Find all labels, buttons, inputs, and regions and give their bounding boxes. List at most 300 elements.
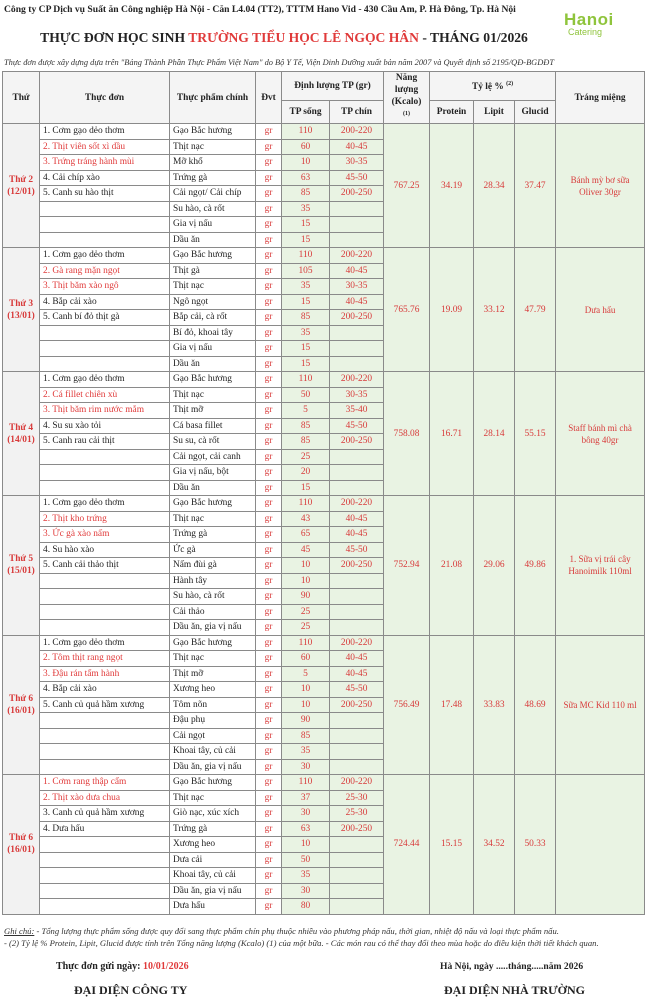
- dish-name: [40, 713, 170, 729]
- lipid-value: 29.06: [474, 496, 515, 636]
- food-item: Thịt mỡ: [170, 403, 256, 419]
- lipid-value: 34.52: [474, 775, 515, 915]
- raw-amount: 80: [282, 899, 330, 915]
- raw-amount: 15: [282, 217, 330, 233]
- cooked-amount: [330, 759, 384, 775]
- unit-cell: gr: [256, 248, 282, 264]
- food-item: Nấm đùi gà: [170, 558, 256, 574]
- notes: [4, 925, 644, 949]
- food-item: Khoai tây, củ cải: [170, 744, 256, 760]
- raw-amount: 85: [282, 186, 330, 202]
- raw-amount: 85: [282, 310, 330, 326]
- food-item: Cá basa fillet: [170, 418, 256, 434]
- dish-name: [40, 744, 170, 760]
- send-label: Thực đơn gửi ngày:: [56, 961, 144, 972]
- glucid-value: 49.86: [515, 496, 556, 636]
- unit-cell: gr: [256, 728, 282, 744]
- cooked-amount: 25-30: [330, 806, 384, 822]
- cooked-amount: [330, 356, 384, 372]
- raw-amount: 25: [282, 604, 330, 620]
- raw-amount: 60: [282, 651, 330, 667]
- raw-amount: 50: [282, 852, 330, 868]
- raw-amount: 50: [282, 387, 330, 403]
- unit-cell: gr: [256, 496, 282, 512]
- unit-cell: gr: [256, 325, 282, 341]
- protein-value: 21.08: [430, 496, 474, 636]
- food-item: Dầu ăn: [170, 356, 256, 372]
- protein-value: 15.15: [430, 775, 474, 915]
- food-item: Gia vị nấu, bột: [170, 465, 256, 481]
- unit-cell: gr: [256, 480, 282, 496]
- unit-cell: gr: [256, 558, 282, 574]
- lipid-value: 33.12: [474, 248, 515, 372]
- dessert-cell: Staff bánh mì chà bông 40gr: [556, 372, 645, 496]
- unit-cell: gr: [256, 387, 282, 403]
- energy-value: 756.49: [384, 635, 430, 775]
- unit-cell: gr: [256, 868, 282, 884]
- dish-name: [40, 759, 170, 775]
- glucid-value: 37.47: [515, 124, 556, 248]
- table-row: [3, 496, 645, 512]
- raw-amount: 15: [282, 356, 330, 372]
- day-label: Thứ 3: [8, 298, 34, 309]
- unit-cell: gr: [256, 527, 282, 543]
- note-line-2: - (2) Tỷ lệ % Protein, Lipit, Glucid được tính trên Tổng năng lượng (Kcalo) (1) của một bữa. - Các món rau có thể thay đổi theo mùa hoặc do điều kiện thời tiết khách quan.: [4, 938, 599, 948]
- cooked-amount: [330, 232, 384, 248]
- protein-value: 16.71: [430, 372, 474, 496]
- raw-amount: 85: [282, 434, 330, 450]
- raw-amount: 65: [282, 527, 330, 543]
- raw-amount: 110: [282, 124, 330, 140]
- cooked-amount: 40-45: [330, 666, 384, 682]
- protein-value: 17.48: [430, 635, 474, 775]
- col-amount: Định lượng TP (gr): [282, 72, 384, 101]
- raw-amount: 63: [282, 821, 330, 837]
- food-item: Xương heo: [170, 682, 256, 698]
- food-item: Giò nạc, xúc xích: [170, 806, 256, 822]
- cooked-amount: 200-250: [330, 821, 384, 837]
- food-item: Gia vị nấu: [170, 341, 256, 357]
- dish-name: 3. Trứng tráng hành mùi: [40, 155, 170, 171]
- dish-name: 1. Cơm gạo dẻo thơm: [40, 372, 170, 388]
- food-item: Dầu ăn: [170, 232, 256, 248]
- cooked-amount: [330, 217, 384, 233]
- food-item: Cải ngọt: [170, 728, 256, 744]
- cooked-amount: 35-40: [330, 403, 384, 419]
- dish-name: [40, 852, 170, 868]
- raw-amount: 15: [282, 294, 330, 310]
- logo-sub: Catering: [568, 27, 603, 37]
- unit-cell: gr: [256, 837, 282, 853]
- day-cell: [3, 124, 40, 248]
- dish-name: 4. Cải chíp xào: [40, 170, 170, 186]
- dish-name: [40, 341, 170, 357]
- raw-amount: 105: [282, 263, 330, 279]
- company-logo: [564, 10, 640, 48]
- unit-cell: gr: [256, 542, 282, 558]
- food-item: Hành tây: [170, 573, 256, 589]
- day-label: Thứ 2: [8, 174, 34, 185]
- food-item: Cải ngọt, cải canh: [170, 449, 256, 465]
- signature-company: ĐẠI DIỆN CÔNG TY: [74, 983, 188, 997]
- day-date: (13/01): [7, 310, 35, 321]
- company-header: Công ty CP Dịch vụ Suất ăn Công nghiệp Hà Nội - Căn L4.04 (TT2), TTTM Hano Vid - 430 Cầu Am, P. Hà Đông, Tp. Hà Nội: [4, 4, 516, 15]
- cooked-amount: 200-220: [330, 775, 384, 791]
- cooked-amount: [330, 728, 384, 744]
- note-label: Ghi chú:: [4, 926, 35, 936]
- unit-cell: gr: [256, 170, 282, 186]
- dish-name: [40, 232, 170, 248]
- cooked-amount: 45-50: [330, 682, 384, 698]
- unit-cell: gr: [256, 635, 282, 651]
- raw-amount: 30: [282, 806, 330, 822]
- dish-name: 2. Cá fillet chiên xù: [40, 387, 170, 403]
- col-unit: Đvt: [256, 72, 282, 124]
- raw-amount: 15: [282, 341, 330, 357]
- raw-amount: 85: [282, 418, 330, 434]
- dish-name: 4. Su su xào tỏi: [40, 418, 170, 434]
- dessert-cell: [556, 775, 645, 915]
- raw-amount: 10: [282, 155, 330, 171]
- cooked-amount: 25-30: [330, 790, 384, 806]
- dish-name: 2. Thịt kho trứng: [40, 511, 170, 527]
- day-cell: [3, 775, 40, 915]
- col-cooked: TP chín: [330, 100, 384, 123]
- unit-cell: gr: [256, 604, 282, 620]
- food-item: Su su, cà rốt: [170, 434, 256, 450]
- unit-cell: gr: [256, 186, 282, 202]
- lipid-value: 33.83: [474, 635, 515, 775]
- unit-cell: gr: [256, 589, 282, 605]
- raw-amount: 5: [282, 403, 330, 419]
- food-item: Dầu ăn, gia vị nấu: [170, 620, 256, 636]
- dish-name: [40, 620, 170, 636]
- food-item: Thịt nạc: [170, 387, 256, 403]
- cooked-amount: 200-220: [330, 496, 384, 512]
- dish-name: 1. Cơm gạo dẻo thơm: [40, 124, 170, 140]
- food-item: Su hào, cà rốt: [170, 201, 256, 217]
- cooked-amount: 200-250: [330, 558, 384, 574]
- table-row: [3, 372, 645, 388]
- note-text-1: - Tổng lượng thực phẩm sống được quy đổi sang thực phẩm chín phụ thuộc nhiều vào phương pháp nấu, thời gian, nhiệt độ nấu và loại thực phẩm nấu.: [34, 926, 559, 936]
- day-date: (16/01): [7, 845, 35, 856]
- cooked-amount: [330, 868, 384, 884]
- table-row: [3, 124, 645, 140]
- raw-amount: 10: [282, 697, 330, 713]
- dish-name: 2. Tôm thịt rang ngọt: [40, 651, 170, 667]
- food-item: Thịt mỡ: [170, 666, 256, 682]
- unit-cell: gr: [256, 744, 282, 760]
- table-row: [3, 635, 645, 651]
- cooked-amount: [330, 201, 384, 217]
- dish-name: [40, 883, 170, 899]
- raw-amount: 35: [282, 744, 330, 760]
- unit-cell: gr: [256, 713, 282, 729]
- unit-cell: gr: [256, 449, 282, 465]
- cooked-amount: [330, 480, 384, 496]
- food-item: Gạo Bắc hương: [170, 124, 256, 140]
- raw-amount: 110: [282, 248, 330, 264]
- food-item: Gạo Bắc hương: [170, 248, 256, 264]
- raw-amount: 110: [282, 775, 330, 791]
- food-item: Dầu ăn: [170, 480, 256, 496]
- dish-name: 3. Canh củ quả hầm xương: [40, 806, 170, 822]
- raw-amount: 30: [282, 883, 330, 899]
- day-cell: [3, 372, 40, 496]
- glucid-value: 55.15: [515, 372, 556, 496]
- cooked-amount: 30-35: [330, 155, 384, 171]
- dish-name: 4. Su hào xào: [40, 542, 170, 558]
- raw-amount: 43: [282, 511, 330, 527]
- cooked-amount: 45-50: [330, 418, 384, 434]
- dish-name: [40, 449, 170, 465]
- raw-amount: 110: [282, 372, 330, 388]
- cooked-amount: 40-45: [330, 511, 384, 527]
- glucid-value: 48.69: [515, 635, 556, 775]
- unit-cell: gr: [256, 883, 282, 899]
- raw-amount: 35: [282, 868, 330, 884]
- food-item: Đậu phụ: [170, 713, 256, 729]
- cooked-amount: [330, 744, 384, 760]
- col-energy-label: Năng lượng (Kcalo): [391, 73, 422, 107]
- energy-value: 724.44: [384, 775, 430, 915]
- protein-value: 19.09: [430, 248, 474, 372]
- cooked-amount: 200-250: [330, 697, 384, 713]
- raw-amount: 25: [282, 620, 330, 636]
- unit-cell: gr: [256, 620, 282, 636]
- protein-value: 34.19: [430, 124, 474, 248]
- food-item: Gia vị nấu: [170, 217, 256, 233]
- cooked-amount: 40-45: [330, 139, 384, 155]
- food-item: Dầu ăn, gia vị nấu: [170, 883, 256, 899]
- raw-amount: 90: [282, 713, 330, 729]
- day-label: Thứ 5: [8, 554, 34, 565]
- food-item: Ngô ngọt: [170, 294, 256, 310]
- raw-amount: 35: [282, 325, 330, 341]
- dish-name: 1. Cơm gạo dẻo thơm: [40, 248, 170, 264]
- unit-cell: gr: [256, 201, 282, 217]
- unit-cell: gr: [256, 852, 282, 868]
- dish-name: 5. Canh củ quả hầm xương: [40, 697, 170, 713]
- food-item: Dưa hấu: [170, 899, 256, 915]
- unit-cell: gr: [256, 341, 282, 357]
- food-item: Dưa cải: [170, 852, 256, 868]
- cooked-amount: [330, 837, 384, 853]
- cooked-amount: 200-220: [330, 248, 384, 264]
- col-ratio: [430, 72, 556, 101]
- dish-name: 4. Bắp cải xào: [40, 682, 170, 698]
- col-dessert: Tráng miệng: [556, 72, 645, 124]
- unit-cell: gr: [256, 465, 282, 481]
- col-ratio-sup: (2): [506, 81, 514, 88]
- cooked-amount: [330, 449, 384, 465]
- dish-name: 4. Bắp cải xào: [40, 294, 170, 310]
- unit-cell: gr: [256, 759, 282, 775]
- dish-name: 3. Ức gà xào nấm: [40, 527, 170, 543]
- raw-amount: 15: [282, 232, 330, 248]
- dish-name: [40, 325, 170, 341]
- food-item: Ức gà: [170, 542, 256, 558]
- dish-name: [40, 868, 170, 884]
- dish-name: [40, 899, 170, 915]
- raw-amount: 45: [282, 542, 330, 558]
- dish-name: [40, 728, 170, 744]
- dish-name: [40, 356, 170, 372]
- raw-amount: 5: [282, 666, 330, 682]
- raw-amount: 90: [282, 589, 330, 605]
- food-item: Su hào, cà rốt: [170, 589, 256, 605]
- logo-name: Hanoi: [564, 10, 614, 29]
- raw-amount: 30: [282, 759, 330, 775]
- cooked-amount: [330, 589, 384, 605]
- cooked-amount: 40-45: [330, 294, 384, 310]
- cooked-amount: 200-220: [330, 372, 384, 388]
- dish-name: 1. Cơm gạo dẻo thơm: [40, 496, 170, 512]
- unit-cell: gr: [256, 232, 282, 248]
- food-item: Gạo Bắc hương: [170, 372, 256, 388]
- unit-cell: gr: [256, 310, 282, 326]
- cooked-amount: 45-50: [330, 170, 384, 186]
- menu-table: [2, 71, 645, 915]
- unit-cell: gr: [256, 682, 282, 698]
- food-item: Dầu ăn, gia vị nấu: [170, 759, 256, 775]
- food-item: Thịt nạc: [170, 279, 256, 295]
- food-item: Cải thảo: [170, 604, 256, 620]
- energy-value: 758.08: [384, 372, 430, 496]
- cooked-amount: [330, 341, 384, 357]
- table-row: [3, 248, 645, 264]
- dish-name: 2. Thịt viên sốt xì dầu: [40, 139, 170, 155]
- dish-name: [40, 573, 170, 589]
- dish-name: [40, 589, 170, 605]
- dish-name: 1. Cơm gạo dẻo thơm: [40, 635, 170, 651]
- raw-amount: 35: [282, 279, 330, 295]
- place-date: Hà Nội, ngày .....tháng.....năm 2026: [440, 961, 584, 972]
- raw-amount: 35: [282, 201, 330, 217]
- col-menu: Thực đơn: [40, 72, 170, 124]
- unit-cell: gr: [256, 511, 282, 527]
- cooked-amount: [330, 620, 384, 636]
- table-row: [3, 775, 645, 791]
- dessert-cell: 1. Sữa vị trái cây Hanoimilk 110ml: [556, 496, 645, 636]
- raw-amount: 10: [282, 837, 330, 853]
- dish-name: 5. Canh cải thảo thịt: [40, 558, 170, 574]
- energy-value: 767.25: [384, 124, 430, 248]
- menu-body: [3, 124, 645, 915]
- unit-cell: gr: [256, 790, 282, 806]
- col-lipid: Lipit: [474, 100, 515, 123]
- title-prefix: THỰC ĐƠN HỌC SINH: [40, 30, 189, 45]
- title-school: TRƯỜNG TIỂU HỌC LÊ NGỌC HÂN: [188, 30, 419, 45]
- cooked-amount: 45-50: [330, 542, 384, 558]
- lipid-value: 28.34: [474, 124, 515, 248]
- day-date: (15/01): [7, 566, 35, 577]
- cooked-amount: [330, 325, 384, 341]
- unit-cell: gr: [256, 899, 282, 915]
- cooked-amount: 200-250: [330, 310, 384, 326]
- food-item: Bí đỏ, khoai tây: [170, 325, 256, 341]
- cooked-amount: [330, 852, 384, 868]
- dish-name: [40, 837, 170, 853]
- subtitle: Thực đơn được xây dựng dựa trên "Bảng Thành Phần Thực Phẩm Việt Nam" do Bộ Y Tế, Viện Dinh Dưỡng xuất bản năm 2007 và Quyết định số 2195/QĐ-BGDĐT: [4, 58, 554, 67]
- day-date: (16/01): [7, 705, 35, 716]
- raw-amount: 10: [282, 682, 330, 698]
- raw-amount: 85: [282, 728, 330, 744]
- raw-amount: 10: [282, 573, 330, 589]
- day-label: Thứ 6: [8, 693, 34, 704]
- cooked-amount: [330, 604, 384, 620]
- cooked-amount: [330, 713, 384, 729]
- dish-name: [40, 217, 170, 233]
- unit-cell: gr: [256, 651, 282, 667]
- dish-name: [40, 465, 170, 481]
- cooked-amount: 200-220: [330, 124, 384, 140]
- cooked-amount: 200-220: [330, 635, 384, 651]
- raw-amount: 110: [282, 635, 330, 651]
- cooked-amount: 200-250: [330, 186, 384, 202]
- cooked-amount: 40-45: [330, 651, 384, 667]
- send-date: 10/01/2026: [143, 961, 189, 972]
- dish-name: [40, 480, 170, 496]
- unit-cell: gr: [256, 294, 282, 310]
- food-item: Bắp cải, cà rốt: [170, 310, 256, 326]
- unit-cell: gr: [256, 697, 282, 713]
- page-title: [4, 30, 564, 46]
- unit-cell: gr: [256, 372, 282, 388]
- unit-cell: gr: [256, 418, 282, 434]
- unit-cell: gr: [256, 279, 282, 295]
- unit-cell: gr: [256, 263, 282, 279]
- food-item: Trứng gà: [170, 821, 256, 837]
- day-cell: [3, 248, 40, 372]
- day-label: Thứ 4: [8, 422, 34, 433]
- cooked-amount: 200-250: [330, 434, 384, 450]
- dish-name: [40, 604, 170, 620]
- col-protein: Protein: [430, 100, 474, 123]
- col-food: Thực phẩm chính: [170, 72, 256, 124]
- unit-cell: gr: [256, 434, 282, 450]
- day-cell: [3, 496, 40, 636]
- unit-cell: gr: [256, 139, 282, 155]
- unit-cell: gr: [256, 573, 282, 589]
- raw-amount: 20: [282, 465, 330, 481]
- col-ratio-label: Tỷ lệ %: [471, 82, 504, 93]
- glucid-value: 47.79: [515, 248, 556, 372]
- energy-value: 765.76: [384, 248, 430, 372]
- dish-name: 1. Cơm rang thập cẩm: [40, 775, 170, 791]
- col-energy-sup: (1): [403, 111, 411, 117]
- dish-name: 4. Dưa hấu: [40, 821, 170, 837]
- cooked-amount: 40-45: [330, 527, 384, 543]
- raw-amount: 110: [282, 496, 330, 512]
- food-item: Tôm nõn: [170, 697, 256, 713]
- food-item: Gạo Bắc hương: [170, 635, 256, 651]
- day-date: (12/01): [7, 186, 35, 197]
- unit-cell: gr: [256, 403, 282, 419]
- cooked-amount: [330, 899, 384, 915]
- food-item: Khoai tây, củ cải: [170, 868, 256, 884]
- food-item: Thịt nạc: [170, 790, 256, 806]
- lipid-value: 28.14: [474, 372, 515, 496]
- col-glucid: Glucid: [515, 100, 556, 123]
- dish-name: 5. Canh bí đỏ thịt gà: [40, 310, 170, 326]
- unit-cell: gr: [256, 124, 282, 140]
- col-energy: [384, 72, 430, 124]
- cooked-amount: [330, 883, 384, 899]
- dish-name: 5. Canh su hào thịt: [40, 186, 170, 202]
- food-item: Cải ngọt/ Cải chíp: [170, 186, 256, 202]
- food-item: Thịt nạc: [170, 651, 256, 667]
